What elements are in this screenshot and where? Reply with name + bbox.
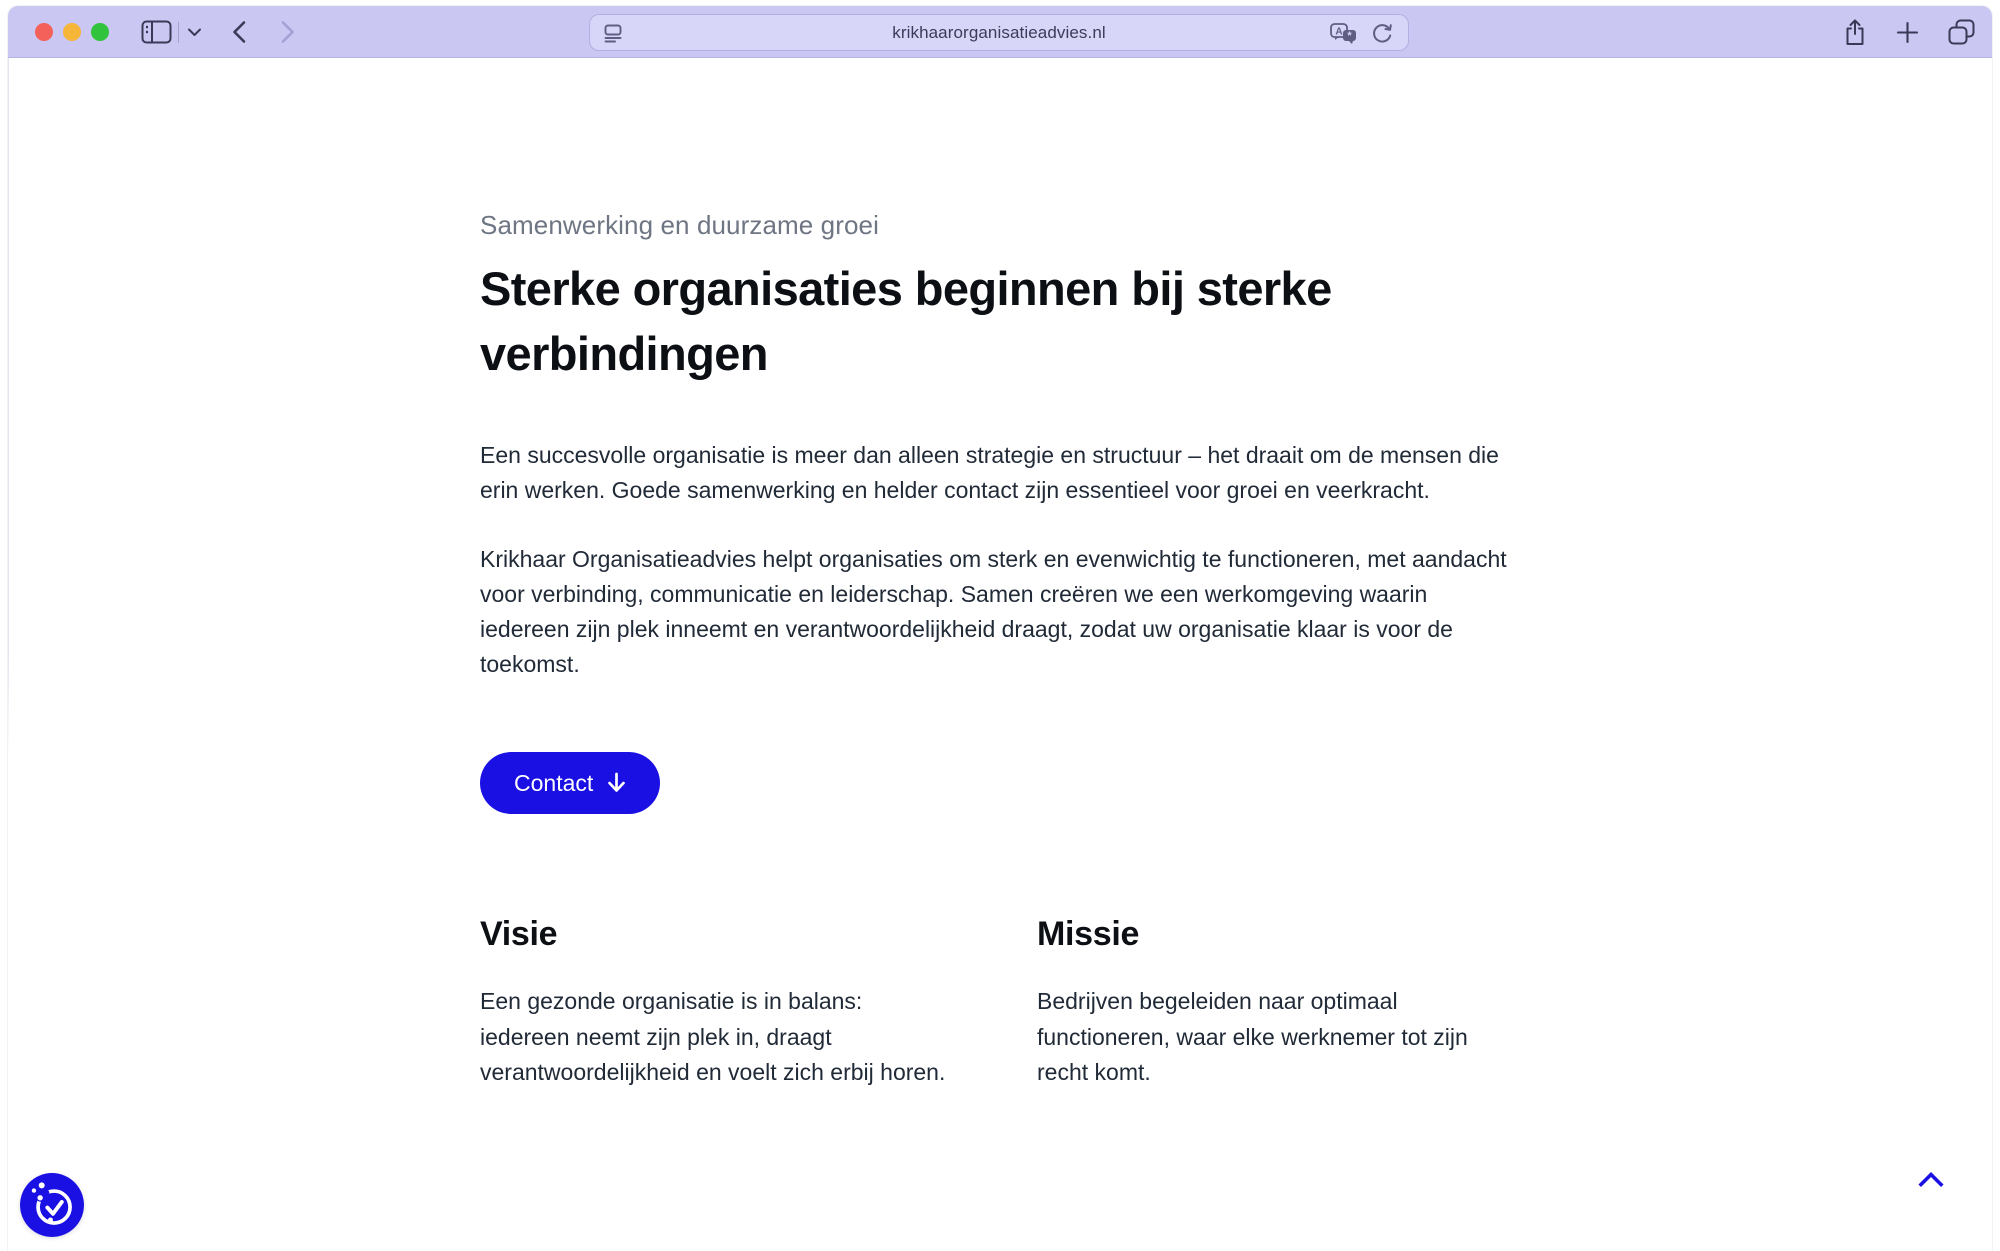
vision-column xyxy=(480,914,1037,1091)
window-edge-line xyxy=(8,58,9,758)
vision-mission-section xyxy=(480,914,1520,1091)
hero-title-line-2: verbindingen xyxy=(480,327,768,380)
url-text: krikhaarorganisatieadvies.nl xyxy=(892,22,1106,42)
mission-text: Bedrijven begeleiden naar optimaal functioneren, waar elke werknemer tot zijn recht komt. xyxy=(1037,988,1468,1085)
minimize-window-button[interactable] xyxy=(63,23,81,41)
reload-icon[interactable] xyxy=(1371,23,1393,50)
back-button[interactable] xyxy=(231,20,247,44)
hero-title-line-1: Sterke organisaties beginnen bij sterke xyxy=(480,262,1332,315)
mission-title: Missie xyxy=(1037,915,1140,953)
arrow-down-icon xyxy=(607,772,626,794)
tab-overview-icon[interactable] xyxy=(1948,19,1975,45)
hero-paragraphs xyxy=(480,438,1520,682)
svg-text:A: A xyxy=(1335,26,1343,38)
contact-button[interactable] xyxy=(480,752,660,814)
page-content xyxy=(480,58,1520,1091)
close-window-button[interactable] xyxy=(35,23,53,41)
browser-toolbar xyxy=(8,6,1992,58)
contact-button-label: Contact xyxy=(514,769,594,796)
share-icon[interactable] xyxy=(1844,19,1866,46)
forward-button[interactable] xyxy=(280,20,296,44)
vision-text: Een gezonde organisatie is in balans: iedereen neemt zijn plek in, draagt verantwoordelijkheid en voelt zich erbij horen. xyxy=(480,988,946,1085)
hero-paragraph-2: Krikhaar Organisatieadvies helpt organisaties om sterk en evenwichtig te functioneren, met aandacht voor verbinding, communicatie en leiderschap. Samen creëren we een werkomgeving waarin iedereen zijn plek inneemt en verantwoordelijkheid draagt, zodat uw organisatie klaar is voor de toekomst. xyxy=(480,546,1507,677)
browser-window xyxy=(8,6,1992,1251)
new-tab-icon[interactable] xyxy=(1896,21,1919,44)
sidebar-chevron-down-icon[interactable] xyxy=(187,27,202,37)
chevron-up-icon xyxy=(1918,1171,1944,1188)
sidebar-toggle-icon[interactable] xyxy=(141,20,172,44)
hero-title xyxy=(480,256,1520,386)
hero-eyebrow: Samenwerking en duurzame groei xyxy=(480,210,879,240)
toolbar-divider xyxy=(178,22,179,43)
cookie-consent-button[interactable] xyxy=(19,1172,85,1238)
cookie-consent-icon xyxy=(19,1172,85,1238)
mission-column xyxy=(1037,914,1520,1091)
vision-title: Visie xyxy=(480,915,558,953)
svg-text:*: * xyxy=(1347,30,1352,42)
address-bar[interactable] xyxy=(589,14,1409,51)
page-menu-icon[interactable] xyxy=(603,24,625,48)
fullscreen-window-button[interactable] xyxy=(91,23,109,41)
translate-icon[interactable] xyxy=(1330,23,1358,50)
scroll-to-top-button[interactable] xyxy=(1916,1170,1946,1192)
hero-paragraph-1: Een succesvolle organisatie is meer dan alleen strategie en structuur – het draait om de mensen die erin werken. Goede samenwerking en helder contact zijn essentieel voor groei en veerkracht. xyxy=(480,442,1499,503)
